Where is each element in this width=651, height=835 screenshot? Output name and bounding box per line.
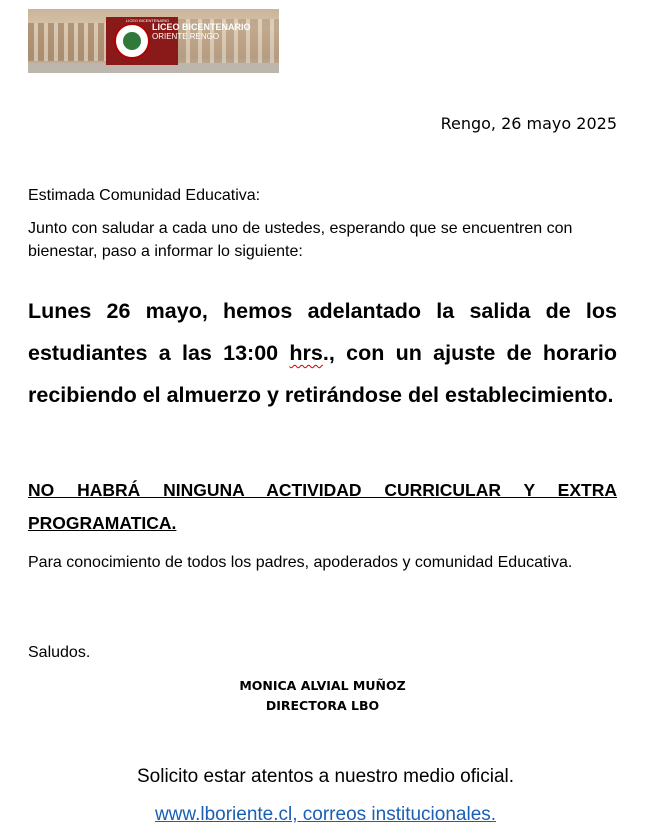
knowledge-paragraph: Para conocimiento de todos los padres, apoderados y comunidad Educativa.: [28, 554, 573, 571]
building-image-left: [28, 23, 106, 61]
main-announcement-part2: ., con un ajuste de horario recibiendo el almuerzo y retirándose del establecimiento.: [28, 341, 617, 407]
greeting: Estimada Comunidad Educativa:: [28, 187, 261, 204]
school-seal-icon: [114, 23, 150, 59]
signature-name: MONICA ALVIAL MUÑOZ: [239, 678, 406, 693]
logo-small-text: LICEO BICENTENARIO: [126, 18, 170, 23]
farewell: Saludos.: [28, 644, 91, 661]
school-header-banner: [28, 9, 279, 73]
main-announcement-part1: Lunes 26 mayo, hemos adelantado la salida de los estudiantes a las 13:00: [28, 299, 617, 365]
official-website-link[interactable]: www.lboriente.cl, correos institucionales.: [154, 804, 497, 825]
letter-date: Rengo, 26 mayo 2025: [440, 114, 617, 133]
school-name-line2: ORIENTE RENGO: [152, 32, 220, 41]
signature-title: DIRECTORA LBO: [265, 698, 380, 713]
main-announcement: [28, 290, 617, 416]
closing-note: Solicito estar atentos a nuestro medio oficial.: [136, 766, 515, 787]
main-announcement-hrs: hrs: [289, 341, 323, 365]
intro-paragraph: Junto con saludar a cada uno de ustedes, esperando que se encuentren con bienestar, paso a informar lo siguiente:: [28, 220, 573, 260]
school-name-logo: [152, 22, 272, 42]
school-name-line1: LICEO BICENTENARIO: [152, 22, 251, 32]
notice-no-activities: NO HABRÁ NINGUNA ACTIVIDAD CURRICULAR Y EXTRA PROGRAMATICA.: [28, 480, 617, 533]
